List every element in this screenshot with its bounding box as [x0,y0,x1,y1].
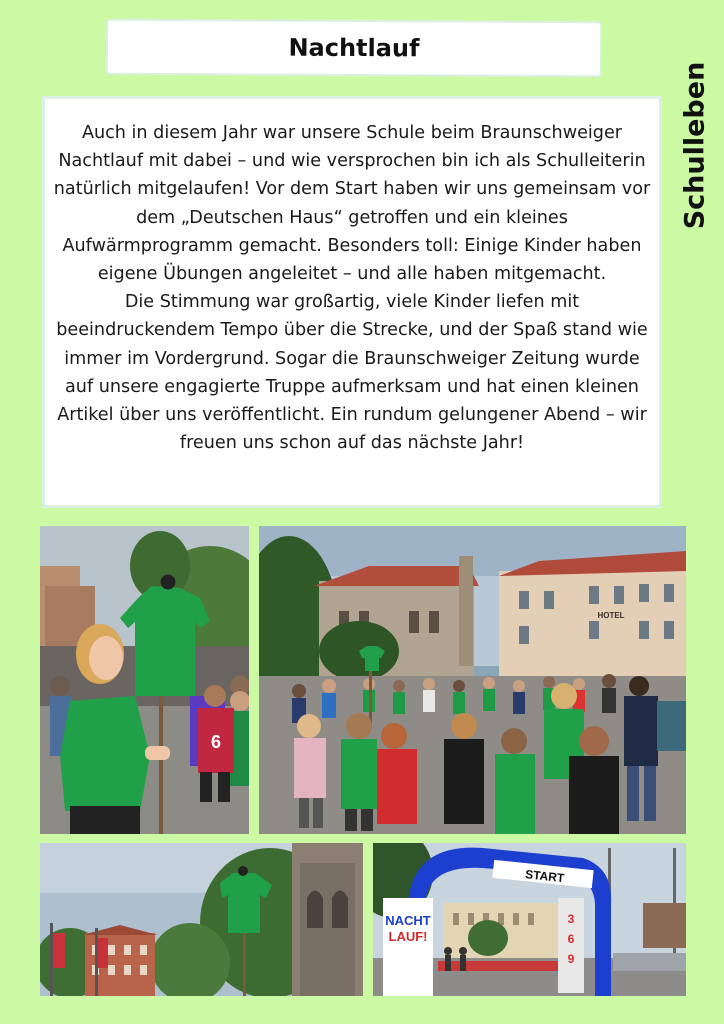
article-paragraph-2: Die Stimmung war großartig, viele Kinder liefen mit beeindruckendem Tempo über die Strecke, und der Spaß stand wie immer im Vordergrund. Sogar die Braunschweiger Zeitung wurde auf unsere engagierte Truppe aufmerksam und hat einen kleinen Artikel über uns veröffentlicht. Ein rundum gelungener Abend – wir freuen uns schon auf das nächste Jahr! [56,292,648,454]
hotel-sign: HOTEL [597,611,625,620]
clock-digit-2: 6 [567,932,575,946]
article-text-box [42,96,662,508]
banner-text-line2: LAUF! [388,929,428,944]
title-box [106,19,602,78]
article-paragraph-1: Auch in diesem Jahr war unsere Schule beim Braunschweiger Nachtlauf mit dabei – und wie versprochen bin ich als Schulleiterin natürlich mitgelaufen! Vor dem Start haben wir uns gemeinsam vor dem „Deutschen Haus“ getroffen und ein kleines Aufwärmprogramm gemacht. Besonders toll: Einige Kinder haben eigene Übungen angeleitet – und alle haben mitgemacht. [53,123,651,285]
photo-start-arch [373,843,686,996]
section-label-text: Schulleben [679,61,711,229]
photo-teacher-with-shirt [40,526,249,834]
clock-digit-3: 9 [567,952,575,966]
runner-number: 6 [210,732,222,752]
arch-start-text: START [524,867,565,886]
page-title: Nachtlauf [288,33,420,63]
photo-shirt-on-pole [40,843,363,996]
section-label [655,60,724,230]
photo-group-warmup [259,526,686,834]
banner-text-line1: NACHT [385,913,431,928]
clock-digit-1: 3 [567,912,575,926]
